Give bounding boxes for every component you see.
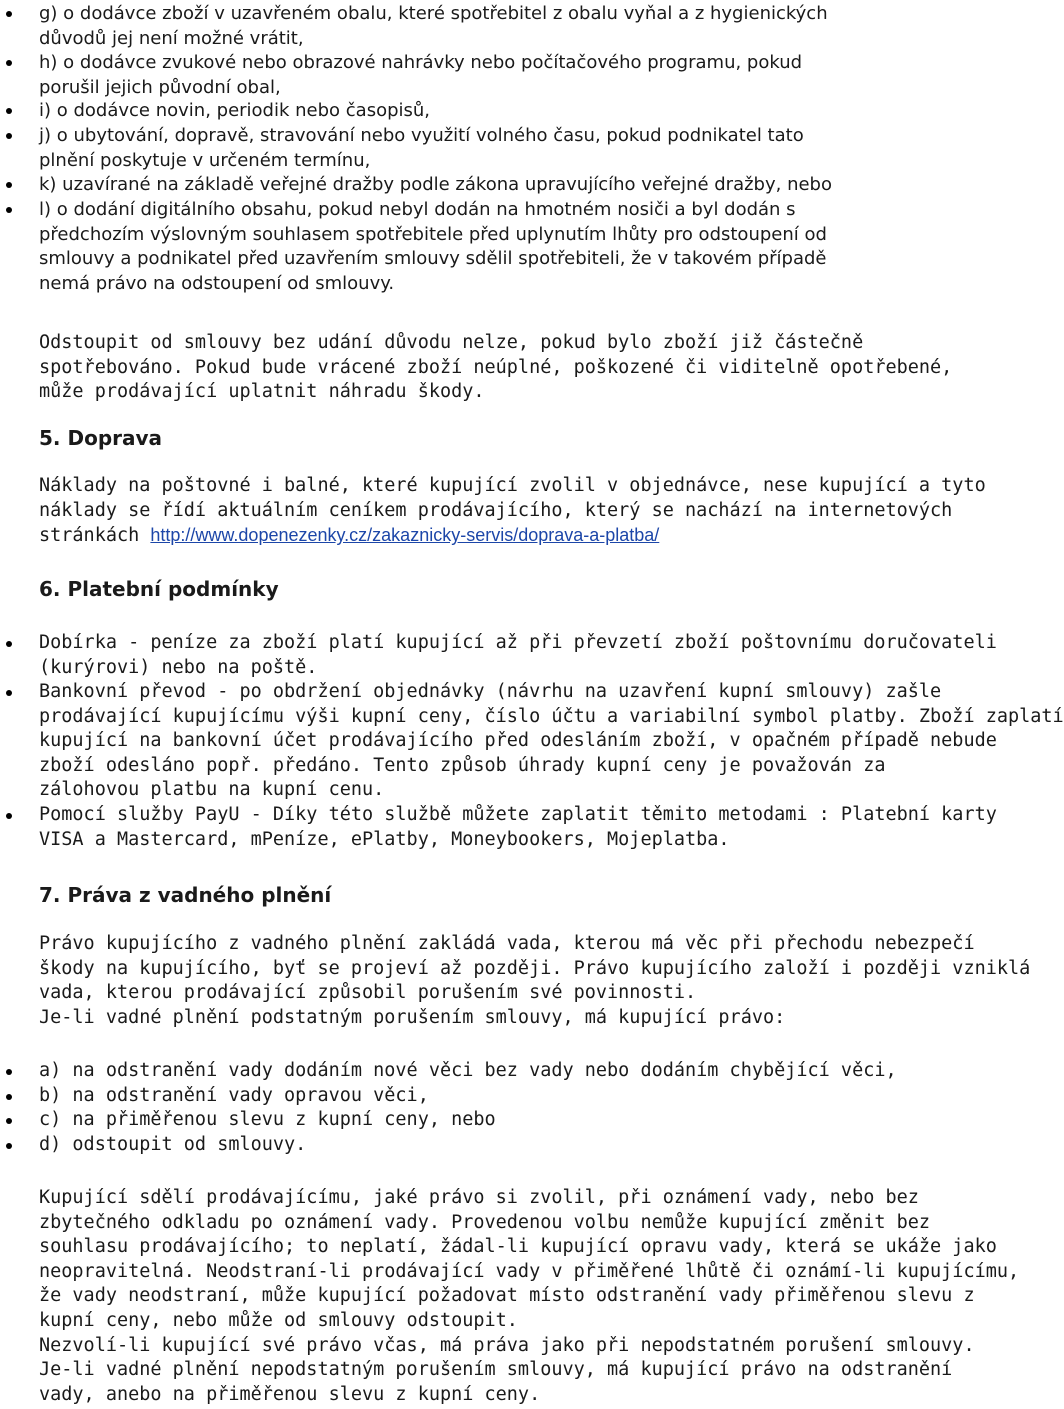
section-heading-platebni: 6. Platební podmínky [39,577,279,601]
list-item [39,803,997,852]
bullet-icon [6,641,12,647]
list-item [39,51,960,100]
paragraph-line: kupní ceny, nebo může od smlouvy odstoupit. [39,1309,518,1331]
paragraph-line: Náklady na poštovné i balné, které kupující zvolil v objednávce, nese kupující a tyto [39,475,986,496]
paragraph-line: náklady se řídí aktuálním ceníkem prodávajícího, který se nachází na internetových [39,499,953,521]
paragraph-line: neopravitelná. Neodstraní-li prodávající vady v přiměřené lhůtě či oznámí-li kupujícímu, [39,1260,1020,1282]
paragraph-line: vady, anebo na přiměřenou slevu z kupní ceny. [39,1383,541,1405]
list-item [39,1108,960,1133]
list-line: l) o dodání digitálního obsahu, pokud nebyl dodán na hmotném nosiči a byl dodán s [39,199,796,220]
shipping-link[interactable]: http://www.dopenezenky.cz/zakaznicky-servis/doprava-a-platba/ [150,525,660,546]
bullet-icon [6,207,12,213]
shipping-paragraph [39,474,986,549]
bullet-icon [6,11,12,17]
list-line: předchozím výslovným souhlasem spotřebitele před uplynutím lhůty pro odstoupení od [39,223,827,245]
paragraph-line: že vady neodstraní, může kupující požadovat místo odstranění vady přiměřenou slevu z [39,1285,975,1307]
section-heading-doprava: 5. Doprava [39,426,163,450]
list-line: porušil jejich původní obal, [39,76,281,98]
list-line: j) o ubytování, dopravě, stravování nebo využití volného času, pokud podnikatel tato [39,125,804,146]
list-item [39,2,960,51]
list-line: c) na přiměřenou slevu z kupní ceny, nebo [39,1109,496,1130]
paragraph-line: může prodávající uplatnit náhradu škody. [39,381,485,403]
list-item [39,124,960,173]
list-item [39,173,960,198]
list-line: h) o dodávce zvukové nebo obrazové nahrávky nebo počítačového programu, pokud [39,52,803,73]
list-line: nemá právo na odstoupení od smlouvy. [39,272,395,294]
bullet-icon [6,1094,12,1100]
list-line: d) odstoupit od smlouvy. [39,1134,307,1155]
bullet-icon [6,133,12,139]
rights-intro [39,932,1031,1030]
paragraph-line: Odstoupit od smlouvy bez udání důvodu nelze, pokud bylo zboží již částečně [39,332,864,353]
list-line: důvodů jej není možné vrátit, [39,27,304,49]
list-line: i) o dodávce novin, periodik nebo časopisů, [39,100,431,121]
paragraph-line: škody na kupujícího, byť se projeví až později. Právo kupujícího založí i později vzniklá [39,957,1031,979]
bullet-icon [6,1118,12,1124]
list-line: a) na odstranění vady dodáním nové věci bez vady nebo dodáním chybějící věci, [39,1060,897,1081]
list-line: Bankovní převod - po obdržení objednávky (návrhu na uzavření kupní smlouvy) zašle [39,681,942,702]
paragraph-line: vada, kterou prodávající způsobil porušením své povinnosti. [39,982,697,1004]
paragraph-line: spotřebováno. Pokud bude vrácené zboží neúplné, poškozené či viditelně opotřebené, [39,356,953,378]
list-item [39,631,997,680]
paragraph-line: Právo kupujícího z vadného plnění zakládá vada, kterou má věc při přechodu nebezpečí [39,933,975,954]
list-line: (kurýrovi) nebo na poště. [39,656,318,678]
section-heading-prava: 7. Práva z vadného plnění [39,883,332,907]
rights-outro [39,1186,1020,1407]
list-item [39,1059,960,1084]
paragraph-line: Je-li vadné plnění nepodstatným porušením smlouvy, má kupující právo na odstranění [39,1359,953,1381]
list-line: zboží odesláno popř. předáno. Tento způsob úhrady kupní ceny je považován za [39,754,886,776]
paragraph-line: zbytečného odkladu po oznámení vady. Provedenou volbu nemůže kupující změnit bez [39,1211,931,1233]
paragraph-line: souhlasu prodávajícího; to neplatí, žádal-li kupující opravu vady, která se ukáže jako [39,1236,997,1258]
list-item [39,680,1064,803]
list-line: g) o dodávce zboží v uzavřeném obalu, které spotřebitel z obalu vyňal a z hygienických [39,3,828,24]
bullet-icon [6,1143,12,1149]
bullet-icon [6,1069,12,1075]
list-line: b) na odstranění vady opravou věci, [39,1085,429,1106]
list-line: kupující na bankovní účet prodávajícího před odesláním zboží, v opačném případě nebude [39,730,997,752]
paragraph-line: Je-li vadné plnění podstatným porušením smlouvy, má kupující právo: [39,1006,786,1028]
list-item [39,1084,960,1109]
list-line: k) uzavírané na základě veřejné dražby podle zákona upravujícího veřejné dražby, nebo [39,174,832,195]
list-line: smlouvy a podnikatel před uzavřením smlouvy sdělil spotřebiteli, že v takovém případě [39,248,827,269]
list-item [39,1133,960,1158]
bullet-icon [6,182,12,188]
list-line: VISA a Mastercard, mPeníze, ePlatby, Moneybookers, Mojeplatba. [39,828,730,850]
list-item [39,198,960,296]
list-line: Dobírka - peníze za zboží platí kupující až při převzetí zboží poštovnímu doručovateli [39,632,997,653]
list-line: plnění poskytuje v určeném termínu, [39,149,371,171]
bullet-icon [6,60,12,66]
withdraw-paragraph-text [39,331,960,405]
list-line: zálohovou platbu na kupní cenu. [39,779,385,801]
paragraph-line-prefix: stránkách [39,525,151,547]
bullet-icon [6,108,12,114]
bullet-icon [6,813,12,819]
paragraph-line: Kupující sdělí prodávajícímu, jaké právo si zvolil, při oznámení vady, nebo bez [39,1187,919,1208]
bullet-icon [6,690,12,696]
paragraph-line: Nezvolí-li kupující své právo včas, má práva jako při nepodstatném porušení smlouvy. [39,1334,975,1356]
list-item [39,99,960,124]
list-line: prodávající kupujícímu výši kupní ceny, číslo účtu a variabilní symbol platby. Zboží zaplatí [39,705,1064,727]
list-line: Pomocí služby PayU - Díky této službě můžete zaplatit těmito metodami : Platební karty [39,804,997,825]
paragraph-line [39,523,960,549]
